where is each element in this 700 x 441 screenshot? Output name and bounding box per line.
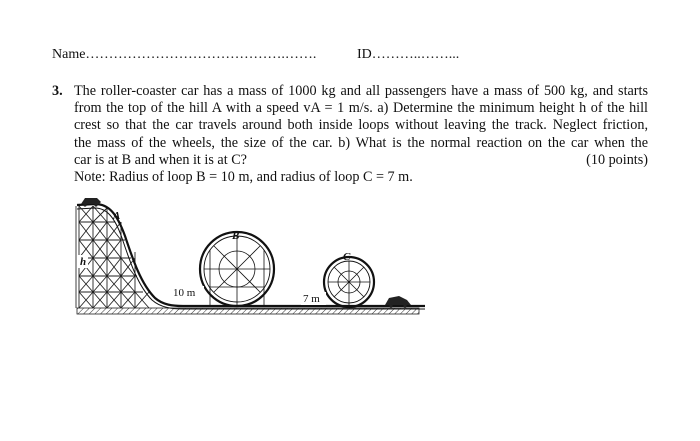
id-field-label: ID………..……... [357, 47, 460, 62]
label-c: C [343, 251, 351, 263]
problem-line-5-text: car is at B and when it is at C? [74, 151, 247, 168]
problem-line-1: The roller-coaster car has a mass of 1000 kg and all passengers have a mass of 500 kg, and starts [74, 83, 648, 99]
loop-c [324, 257, 374, 307]
roller-coaster-figure [75, 192, 425, 332]
name-field-label: Name…………………………………….……. [52, 47, 317, 62]
label-radius-c: 7 m [303, 293, 320, 305]
points-label: (10 points) [586, 151, 648, 168]
problem-line-3: crest so that the car travels around both inside loops without leaving the track. Neglect friction, [74, 117, 648, 134]
coaster-track-rail [77, 208, 425, 309]
problem-note: Note: Radius of loop B = 10 m, and radius of loop C = 7 m. [74, 169, 413, 186]
problem-line-2: from the top of the hill A with a speed vA = 1 m/s. a) Determine the minimum height h of the hill [74, 100, 648, 117]
label-a: A [113, 210, 121, 222]
label-b: B [232, 230, 240, 242]
problem-line-5 [74, 152, 648, 169]
label-h: h [80, 256, 87, 268]
problem-3 [52, 83, 648, 186]
problem-text [74, 83, 648, 186]
problem-line-4: the mass of the wheels, the size of the car. b) What is the normal reaction on the car when the [74, 134, 648, 151]
problem-number: 3. [52, 83, 63, 99]
label-radius-b: 10 m [173, 287, 196, 299]
loop-b [200, 232, 274, 306]
